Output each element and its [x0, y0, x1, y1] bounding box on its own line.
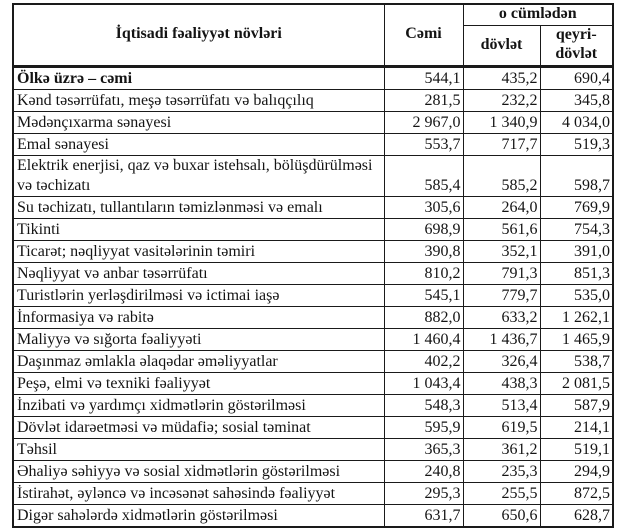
- row-label: Daşınmaz əmlakla əlaqədar əməliyyatlar: [13, 350, 384, 372]
- row-total-value: 1 043,4: [384, 372, 463, 394]
- table-row: [13, 504, 613, 527]
- row-nonstate-value: 690,4: [540, 66, 613, 89]
- row-state-value: 561,6: [463, 218, 540, 240]
- row-nonstate-value: 754,3: [540, 218, 613, 240]
- row-nonstate-value: 598,7: [540, 155, 613, 196]
- header-activity: İqtisadi fəaliyyət növləri: [13, 4, 384, 66]
- row-total-value: 281,5: [384, 89, 463, 111]
- row-total-value: 595,9: [384, 416, 463, 438]
- header-total: Cəmi: [384, 4, 463, 66]
- row-state-value: 235,3: [463, 460, 540, 482]
- table-row: [13, 306, 613, 328]
- row-label: Ölkə üzrə – cəmi: [13, 66, 384, 89]
- row-label: Emal sənayesi: [13, 133, 384, 155]
- row-total-value: 545,1: [384, 284, 463, 306]
- row-total-value: 305,6: [384, 196, 463, 218]
- row-nonstate-value: 519,1: [540, 438, 613, 460]
- row-state-value: 438,3: [463, 372, 540, 394]
- row-label: Dövlət idarəetməsi və müdafiə; sosial təminat: [13, 416, 384, 438]
- row-nonstate-value: 214,1: [540, 416, 613, 438]
- row-label: Peşə, elmi və texniki fəaliyyət: [13, 372, 384, 394]
- header-including-group: o cümlədən: [463, 4, 613, 25]
- row-total-value: 1 460,4: [384, 328, 463, 350]
- row-nonstate-value: 851,3: [540, 262, 613, 284]
- row-nonstate-value: 535,0: [540, 284, 613, 306]
- row-nonstate-value: 872,5: [540, 482, 613, 504]
- economic-activity-table: [12, 3, 614, 528]
- row-nonstate-value: 1 465,9: [540, 328, 613, 350]
- row-label: Su təchizatı, tullantıların təmizlənməsi və emalı: [13, 196, 384, 218]
- table-row-country-total: [13, 66, 613, 89]
- row-state-value: 255,5: [463, 482, 540, 504]
- row-label: İnformasiya və rabitə: [13, 306, 384, 328]
- row-label: Mədənçıxarma sənayesi: [13, 111, 384, 133]
- table-row: [13, 133, 613, 155]
- row-state-value: 1 340,9: [463, 111, 540, 133]
- header-state: dövlət: [463, 25, 540, 66]
- row-label: Təhsil: [13, 438, 384, 460]
- row-nonstate-value: 769,9: [540, 196, 613, 218]
- row-total-value: 402,2: [384, 350, 463, 372]
- row-state-value: 779,7: [463, 284, 540, 306]
- row-total-value: 631,7: [384, 504, 463, 527]
- table-body: [13, 66, 613, 527]
- table-row: [13, 350, 613, 372]
- row-total-value: 390,8: [384, 240, 463, 262]
- row-label: Əhaliyə səhiyyə və sosial xidmətlərin göstərilməsi: [13, 460, 384, 482]
- row-total-value: 882,0: [384, 306, 463, 328]
- row-nonstate-value: 2 081,5: [540, 372, 613, 394]
- row-total-value: 698,9: [384, 218, 463, 240]
- row-label: Digər sahələrdə xidmətlərin göstərilməsi: [13, 504, 384, 527]
- row-nonstate-value: 391,0: [540, 240, 613, 262]
- row-total-value: 585,4: [384, 155, 463, 196]
- row-label: Elektrik enerjisi, qaz və buxar istehsalı, bölüşdürülməsi və təchizatı: [13, 155, 384, 196]
- table-header: [13, 4, 613, 66]
- row-state-value: 435,2: [463, 66, 540, 89]
- table-row: [13, 416, 613, 438]
- row-total-value: 548,3: [384, 394, 463, 416]
- row-state-value: 1 436,7: [463, 328, 540, 350]
- row-label: Maliyyə və sığorta fəaliyyəti: [13, 328, 384, 350]
- row-state-value: 791,3: [463, 262, 540, 284]
- row-state-value: 361,2: [463, 438, 540, 460]
- table-row: [13, 372, 613, 394]
- table-row: [13, 284, 613, 306]
- row-nonstate-value: 628,7: [540, 504, 613, 527]
- table-row: [13, 111, 613, 133]
- table-row: [13, 196, 613, 218]
- row-nonstate-value: 538,7: [540, 350, 613, 372]
- row-state-value: 585,2: [463, 155, 540, 196]
- row-total-value: 2 967,0: [384, 111, 463, 133]
- row-nonstate-value: 519,3: [540, 133, 613, 155]
- row-label: Kənd təsərrüfatı, meşə təsərrüfatı və balıqçılıq: [13, 89, 384, 111]
- row-state-value: 352,1: [463, 240, 540, 262]
- header-nonstate: qeyri-dövlət: [540, 25, 613, 66]
- row-nonstate-value: 294,9: [540, 460, 613, 482]
- table-row: [13, 394, 613, 416]
- table-row: [13, 328, 613, 350]
- row-state-value: 717,7: [463, 133, 540, 155]
- row-label: İnzibati və yardımçı xidmətlərin göstərilməsi: [13, 394, 384, 416]
- table-row: [13, 482, 613, 504]
- row-label: Ticarət; nəqliyyat vasitələrinin təmiri: [13, 240, 384, 262]
- row-label: Tikinti: [13, 218, 384, 240]
- table-row: [13, 218, 613, 240]
- row-label: Turistlərin yerləşdirilməsi və ictimai iaşə: [13, 284, 384, 306]
- table-row: [13, 438, 613, 460]
- row-total-value: 240,8: [384, 460, 463, 482]
- row-state-value: 513,4: [463, 394, 540, 416]
- row-total-value: 295,3: [384, 482, 463, 504]
- row-nonstate-value: 587,9: [540, 394, 613, 416]
- row-label: İstirahət, əyləncə və incəsənət sahəsində fəaliyyət: [13, 482, 384, 504]
- row-nonstate-value: 1 262,1: [540, 306, 613, 328]
- row-label: Nəqliyyat və anbar təsərrüfatı: [13, 262, 384, 284]
- row-state-value: 619,5: [463, 416, 540, 438]
- row-nonstate-value: 345,8: [540, 89, 613, 111]
- table-row: [13, 240, 613, 262]
- row-total-value: 553,7: [384, 133, 463, 155]
- row-state-value: 650,6: [463, 504, 540, 527]
- table-row: [13, 89, 613, 111]
- table-row: [13, 262, 613, 284]
- row-state-value: 633,2: [463, 306, 540, 328]
- row-state-value: 232,2: [463, 89, 540, 111]
- row-total-value: 810,2: [384, 262, 463, 284]
- row-total-value: 544,1: [384, 66, 463, 89]
- row-total-value: 365,3: [384, 438, 463, 460]
- row-nonstate-value: 4 034,0: [540, 111, 613, 133]
- table-row: [13, 460, 613, 482]
- row-state-value: 326,4: [463, 350, 540, 372]
- row-state-value: 264,0: [463, 196, 540, 218]
- table-row: [13, 155, 613, 196]
